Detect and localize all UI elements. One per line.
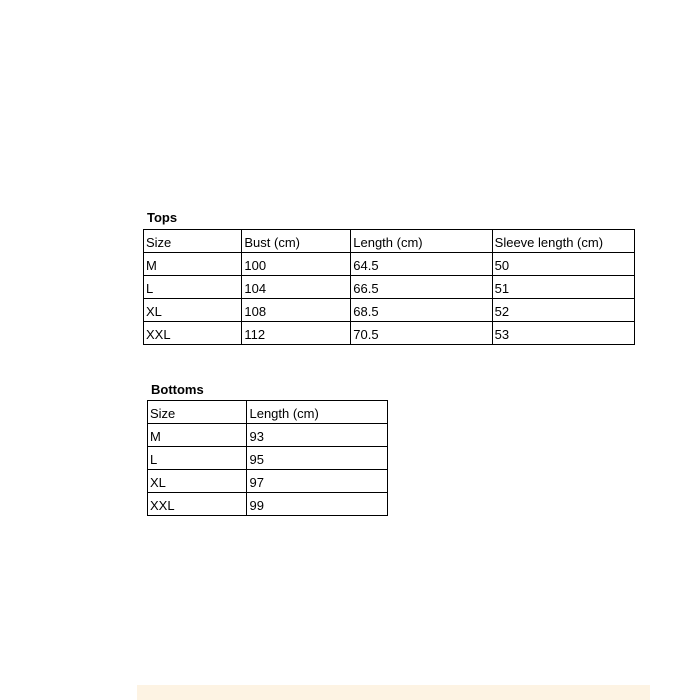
bottoms-size-table [147, 400, 388, 516]
table-row [144, 253, 635, 276]
sleeve-length-cell: 52 [492, 299, 634, 322]
bust-cell: 108 [242, 299, 351, 322]
size-cell: XL [148, 470, 247, 493]
size-cell: L [144, 276, 242, 299]
table-row [144, 322, 635, 345]
sleeve-length-cell: 51 [492, 276, 634, 299]
length-cell: 66.5 [351, 276, 492, 299]
table-row [148, 493, 388, 516]
bust-cell: 100 [242, 253, 351, 276]
length-cell: 64.5 [351, 253, 492, 276]
table-row [148, 424, 388, 447]
table-row [148, 470, 388, 493]
length-cell: 97 [247, 470, 388, 493]
tops-size-table [143, 229, 635, 345]
length-cell: 99 [247, 493, 388, 516]
header-cell-size: Size [144, 230, 242, 253]
table-row [144, 299, 635, 322]
length-cell: 68.5 [351, 299, 492, 322]
table-row [144, 276, 635, 299]
sleeve-length-cell: 50 [492, 253, 634, 276]
footer-band [137, 685, 650, 700]
header-cell-bust: Bust (cm) [242, 230, 351, 253]
length-cell: 95 [247, 447, 388, 470]
bottoms-title: Bottoms [151, 382, 204, 397]
size-cell: M [148, 424, 247, 447]
size-cell: XXL [148, 493, 247, 516]
table-row [148, 447, 388, 470]
header-cell-length: Length (cm) [247, 401, 388, 424]
bust-cell: 104 [242, 276, 351, 299]
header-cell-length: Length (cm) [351, 230, 492, 253]
size-cell: L [148, 447, 247, 470]
bust-cell: 112 [242, 322, 351, 345]
sleeve-length-cell: 53 [492, 322, 634, 345]
length-cell: 70.5 [351, 322, 492, 345]
tops-title: Tops [147, 210, 178, 225]
size-cell: XL [144, 299, 242, 322]
table-header-row [144, 230, 635, 253]
size-cell: XXL [144, 322, 242, 345]
table-header-row [148, 401, 388, 424]
length-cell: 93 [247, 424, 388, 447]
size-cell: M [144, 253, 242, 276]
header-cell-sleeve-length: Sleeve length (cm) [492, 230, 634, 253]
header-cell-size: Size [148, 401, 247, 424]
